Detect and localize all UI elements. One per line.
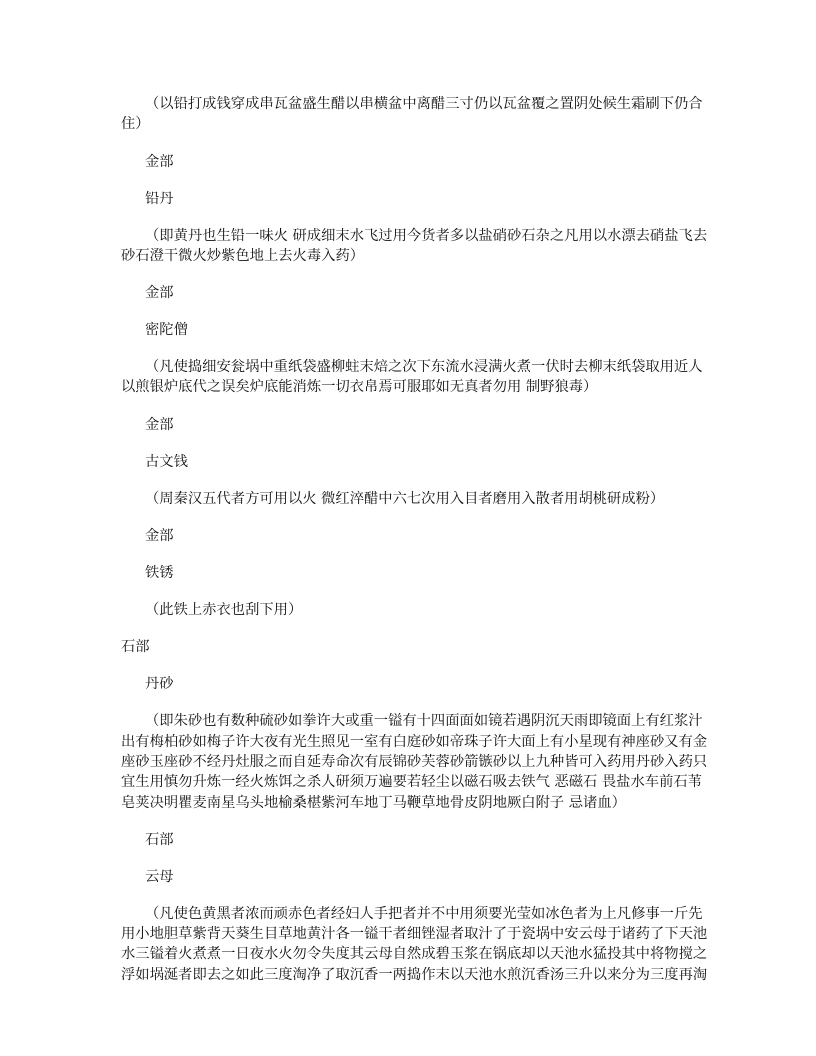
paragraph-line: （以铅打成钱穿成串瓦盆盛生醋以串横盆中离醋三寸仍以瓦盆覆之置阴处候生霜刷下仍合	[145, 96, 703, 112]
paragraph-line: （此铁上赤衣也刮下用）	[145, 602, 303, 619]
paragraph-line: （周秦汉五代者方可用以火 微红淬醋中六七次用入目者磨用入散者用胡桃研成粉）	[145, 490, 665, 507]
paragraph-line: 出有梅柏砂如梅子许大夜有光生照见一室有白庭砂如帝珠子许大面上有小星现有神座砂又有金	[121, 733, 708, 750]
section-heading: 古文钱	[145, 453, 188, 470]
paragraph-line: （凡使色黄黑者浓而顽赤色者经妇人手把者并不中用须要光莹如冰色者为上凡修事一斤先	[145, 905, 703, 922]
paragraph-line: 住）	[121, 116, 150, 133]
paragraph-line: 浮如埚涎者即去之如此三度淘净了取沉香一两捣作末以天池水煎沉香汤三升以来分为三度再淘	[121, 966, 708, 983]
paragraph	[121, 711, 721, 812]
section-heading: 金部	[145, 285, 174, 302]
paragraph-line: 皂荚决明瞿麦南星乌头地榆桑椹紫河车地丁马鞭草地骨皮阴地厥白附子 忌诸血）	[121, 794, 626, 811]
paragraph	[121, 226, 721, 267]
paragraph-line: 砂石澄干微火炒紫色地上去火毒入药）	[121, 247, 365, 264]
section-heading: 石部	[121, 639, 150, 656]
section-heading: 石部	[145, 831, 174, 848]
paragraph	[121, 489, 721, 509]
paragraph-line: （即朱砂也有数种硫砂如拳许大或重一镒有十四面面如镜若遇阴沉天雨即镜面上有红浆汁	[145, 713, 703, 730]
section-heading: 金部	[145, 153, 174, 170]
section-heading: 铁锈	[145, 565, 174, 582]
paragraph	[121, 357, 721, 398]
paragraph	[121, 94, 721, 135]
section-heading: 云母	[145, 868, 174, 885]
paragraph-line: 宜生用慎勿升炼一经火炼饵之杀人研须万遍要若轻尘以磁石吸去铁气 恶磁石 畏盐水车前石苇	[121, 774, 702, 791]
section-heading: 丹砂	[145, 676, 174, 693]
document-page	[121, 94, 721, 1002]
paragraph-line: 座砂玉座砂不经丹灶服之而自延寿命次有辰锦砂芙蓉砂箭镞砂以上九种皆可入药用丹砂入药只	[121, 753, 708, 770]
paragraph-line: 以煎银炉底代之误矣炉底能消炼一切衣帛焉可服耶如无真者勿用 制野狼毒）	[121, 379, 598, 396]
paragraph-line: （凡使捣细安瓮埚中重纸袋盛柳蛀末焙之次下东流水浸满火煮一伏时去柳末纸袋取用近人	[145, 359, 703, 376]
paragraph-line: 水三镒着火煮煮一日夜水火勿令失度其云母自然成碧玉浆在锅底却以天池水猛投其中将物搅之	[121, 946, 708, 963]
paragraph	[121, 600, 721, 620]
section-heading: 密陀僧	[145, 322, 188, 339]
section-heading: 金部	[145, 528, 174, 545]
section-heading: 铅丹	[145, 190, 174, 207]
paragraph-line: 用小地胆草紫背天葵生目草地黄汁各一镒干者细锉湿者取汁了于瓷埚中安云母于诸药了下天池	[121, 926, 708, 943]
paragraph-line: （即黄丹也生铅一味火 研成细末水飞过用今货者多以盐硝砂石杂之凡用以水漂去硝盐飞去	[145, 227, 708, 244]
paragraph	[121, 904, 721, 985]
section-heading: 金部	[145, 416, 174, 433]
